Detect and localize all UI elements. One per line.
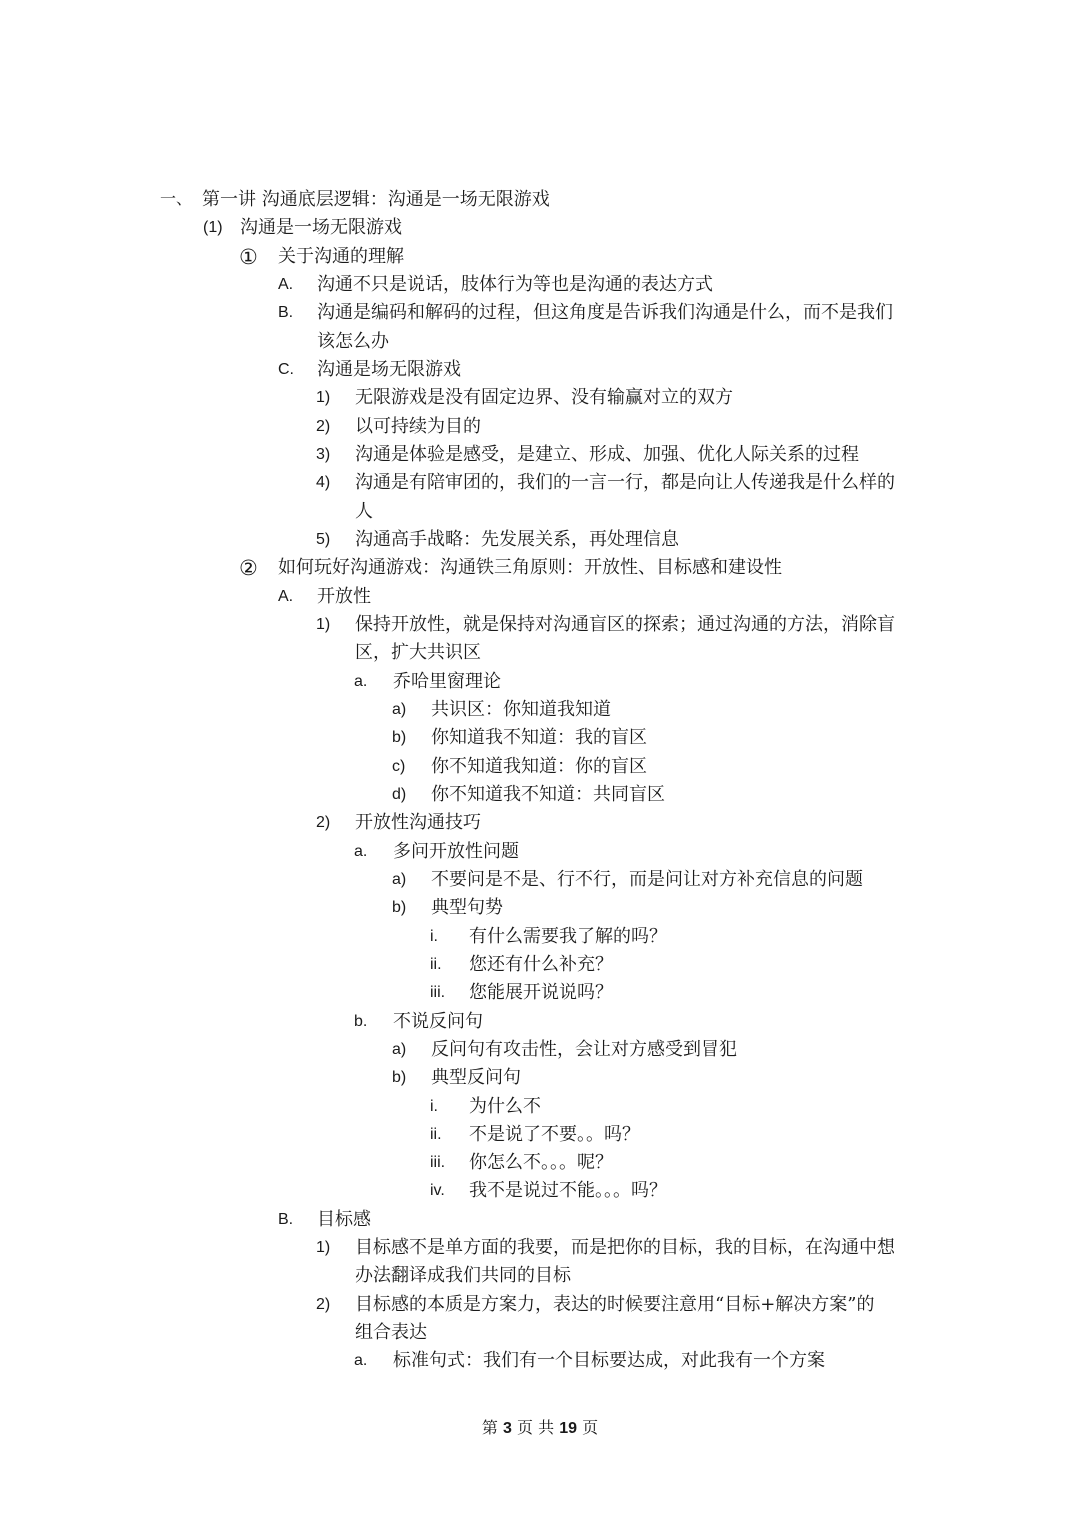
- outline-line: [0, 838, 1080, 866]
- outline-line: [0, 469, 1080, 497]
- list-marker: ii.: [430, 1125, 442, 1143]
- outline-line: [0, 951, 1080, 979]
- outline-line: [0, 1347, 1080, 1375]
- outline-line: [0, 696, 1080, 724]
- outline-line: [0, 724, 1080, 752]
- list-marker: ①: [239, 244, 258, 269]
- list-marker: 4): [316, 474, 331, 492]
- list-marker: A.: [278, 587, 294, 605]
- list-marker: iii.: [430, 984, 446, 1002]
- list-marker: 2): [316, 814, 331, 832]
- list-marker: i.: [430, 1097, 438, 1115]
- list-marker: b): [392, 729, 407, 747]
- list-marker: a.: [354, 842, 368, 860]
- list-marker: B.: [278, 1210, 294, 1228]
- footer-page-number: 3: [503, 1420, 512, 1437]
- list-item-text: 典型反问句: [431, 1067, 521, 1089]
- list-item-text: 沟通是一场无限游戏: [240, 217, 402, 239]
- list-marker: A.: [278, 275, 294, 293]
- list-marker: (1): [203, 219, 223, 237]
- outline-line: [0, 186, 1080, 214]
- outline-line: [0, 1234, 1080, 1262]
- list-item-text: 不要问是不是、行不行，而是问让对方补充信息的问题: [431, 868, 863, 890]
- list-item-text: 您还有什么补充？: [469, 953, 613, 975]
- list-item-text: 关于沟通的理解: [278, 245, 404, 267]
- outline-line: [0, 1291, 1080, 1319]
- list-item-text: 办法翻译成我们共同的目标: [355, 1265, 571, 1287]
- list-marker: 1): [316, 1239, 331, 1257]
- list-marker: a): [392, 700, 407, 718]
- list-item-text: 你不知道我知道：你的盲区: [431, 755, 647, 777]
- list-item-text: 典型句势: [431, 897, 503, 919]
- list-marker: a.: [354, 1352, 368, 1370]
- list-marker: 5): [316, 530, 331, 548]
- list-item-text: 乔哈里窗理论: [393, 670, 501, 692]
- outline-line: [0, 1064, 1080, 1092]
- list-item-text: 人: [355, 500, 373, 522]
- list-item-text: 你怎么不。。。呢？: [469, 1152, 613, 1174]
- list-item-text: 开放性: [317, 585, 371, 607]
- list-item-text: 保持开放性，就是保持对沟通盲区的探索；通过沟通的方法，消除盲: [355, 613, 895, 635]
- list-marker: i.: [430, 927, 438, 945]
- list-marker: b.: [354, 1012, 368, 1030]
- list-item-text: 你知道我不知道：我的盲区: [431, 727, 647, 749]
- footer-total-pages: 19: [559, 1420, 577, 1437]
- list-marker: ②: [239, 556, 258, 581]
- list-marker: 一、: [160, 191, 193, 208]
- outline-line: [0, 923, 1080, 951]
- list-marker: b): [392, 899, 407, 917]
- list-item-text: 组合表达: [355, 1322, 427, 1344]
- list-item-text: 目标感不是单方面的我要，而是把你的目标，我的目标，在沟通中想: [355, 1237, 895, 1259]
- outline-line: [0, 866, 1080, 894]
- footer-suffix: 页: [582, 1418, 599, 1437]
- footer-prefix: 第: [481, 1418, 498, 1437]
- list-item-text: 沟通高手战略：先发展关系，再处理信息: [355, 528, 679, 550]
- list-marker: b): [392, 1069, 407, 1087]
- list-item-text: 不是说了不要。。吗？: [469, 1123, 640, 1145]
- outline-line: [0, 1206, 1080, 1234]
- outline-line: [0, 753, 1080, 781]
- list-item-text: 区，扩大共识区: [355, 642, 481, 664]
- outline-line: [0, 583, 1080, 611]
- list-item-text: 多问开放性问题: [393, 840, 519, 862]
- list-item-text: 我不是说过不能。。。吗？: [469, 1180, 667, 1202]
- outline-line: [0, 384, 1080, 412]
- outline-line: [0, 271, 1080, 299]
- outline-line: [0, 1036, 1080, 1064]
- outline-line: [0, 441, 1080, 469]
- list-item-text: 沟通是体验是感受，是建立、形成、加强、优化人际关系的过程: [355, 443, 859, 465]
- footer-mid: 页 共: [517, 1418, 555, 1437]
- list-marker: 1): [316, 615, 331, 633]
- list-item-text: 如何玩好沟通游戏：沟通铁三角原则：开放性、目标感和建设性: [278, 557, 782, 579]
- outline-line: [0, 668, 1080, 696]
- list-marker: ii.: [430, 955, 442, 973]
- outline-body: [0, 186, 1080, 1376]
- list-item-text: 共识区：你知道我知道: [431, 698, 611, 720]
- list-marker: iv.: [430, 1182, 445, 1200]
- outline-line: [0, 413, 1080, 441]
- outline-line: [0, 356, 1080, 384]
- list-marker: iii.: [430, 1154, 446, 1172]
- list-item-text: 该怎么办: [317, 330, 389, 352]
- outline-line: [0, 243, 1080, 271]
- outline-line: [0, 781, 1080, 809]
- list-marker: 2): [316, 417, 331, 435]
- outline-line: [0, 1121, 1080, 1149]
- list-item-text: 无限游戏是没有固定边界、没有输赢对立的双方: [355, 387, 733, 409]
- list-item-text: 您能展开说说吗？: [469, 982, 613, 1004]
- list-marker: d): [392, 785, 407, 803]
- outline-line: [0, 554, 1080, 582]
- list-item-text: 开放性沟通技巧: [355, 812, 481, 834]
- outline-line: [0, 1262, 1080, 1290]
- list-marker: C.: [278, 360, 294, 378]
- list-marker: a): [392, 870, 407, 888]
- list-marker: c): [392, 757, 406, 775]
- list-item-text: 沟通是场无限游戏: [317, 358, 461, 380]
- list-marker: 3): [316, 445, 331, 463]
- list-item-text: 反问句有攻击性，会让对方感受到冒犯: [431, 1038, 737, 1060]
- outline-line: [0, 809, 1080, 837]
- list-marker: 2): [316, 1295, 331, 1313]
- outline-line: [0, 498, 1080, 526]
- outline-line: [0, 894, 1080, 922]
- outline-line: [0, 1177, 1080, 1205]
- outline-line: [0, 1149, 1080, 1177]
- outline-line: [0, 1093, 1080, 1121]
- list-marker: 1): [316, 389, 331, 407]
- list-item-text: 为什么不: [469, 1095, 541, 1117]
- outline-line: [0, 979, 1080, 1007]
- list-item-text: 以可持续为目的: [355, 415, 481, 437]
- list-item-text: 第一讲 沟通底层逻辑：沟通是一场无限游戏: [202, 189, 550, 210]
- list-item-text: 不说反问句: [393, 1010, 483, 1032]
- list-marker: B.: [278, 304, 294, 322]
- outline-line: [0, 299, 1080, 327]
- list-marker: a.: [354, 672, 368, 690]
- list-item-text: 你不知道我不知道：共同盲区: [431, 783, 665, 805]
- outline-line: [0, 611, 1080, 639]
- list-item-text: 目标感的本质是方案力，表达的时候要注意用“目标+解决方案”的: [355, 1293, 875, 1315]
- list-item-text: 目标感: [317, 1208, 371, 1230]
- outline-line: [0, 214, 1080, 242]
- outline-line: [0, 1319, 1080, 1347]
- list-item-text: 沟通不只是说话，肢体行为等也是沟通的表达方式: [317, 273, 713, 295]
- outline-line: [0, 639, 1080, 667]
- outline-line: [0, 526, 1080, 554]
- list-item-text: 沟通是编码和解码的过程，但这角度是告诉我们沟通是什么，而不是我们: [317, 302, 893, 324]
- page-footer: [0, 1416, 1080, 1441]
- list-marker: a): [392, 1040, 407, 1058]
- list-item-text: 有什么需要我了解的吗？: [469, 925, 667, 947]
- outline-line: [0, 1008, 1080, 1036]
- list-item-text: 沟通是有陪审团的，我们的一言一行，都是向让人传递我是什么样的: [355, 472, 895, 494]
- outline-line: [0, 328, 1080, 356]
- list-item-text: 标准句式：我们有一个目标要达成，对此我有一个方案: [393, 1350, 825, 1372]
